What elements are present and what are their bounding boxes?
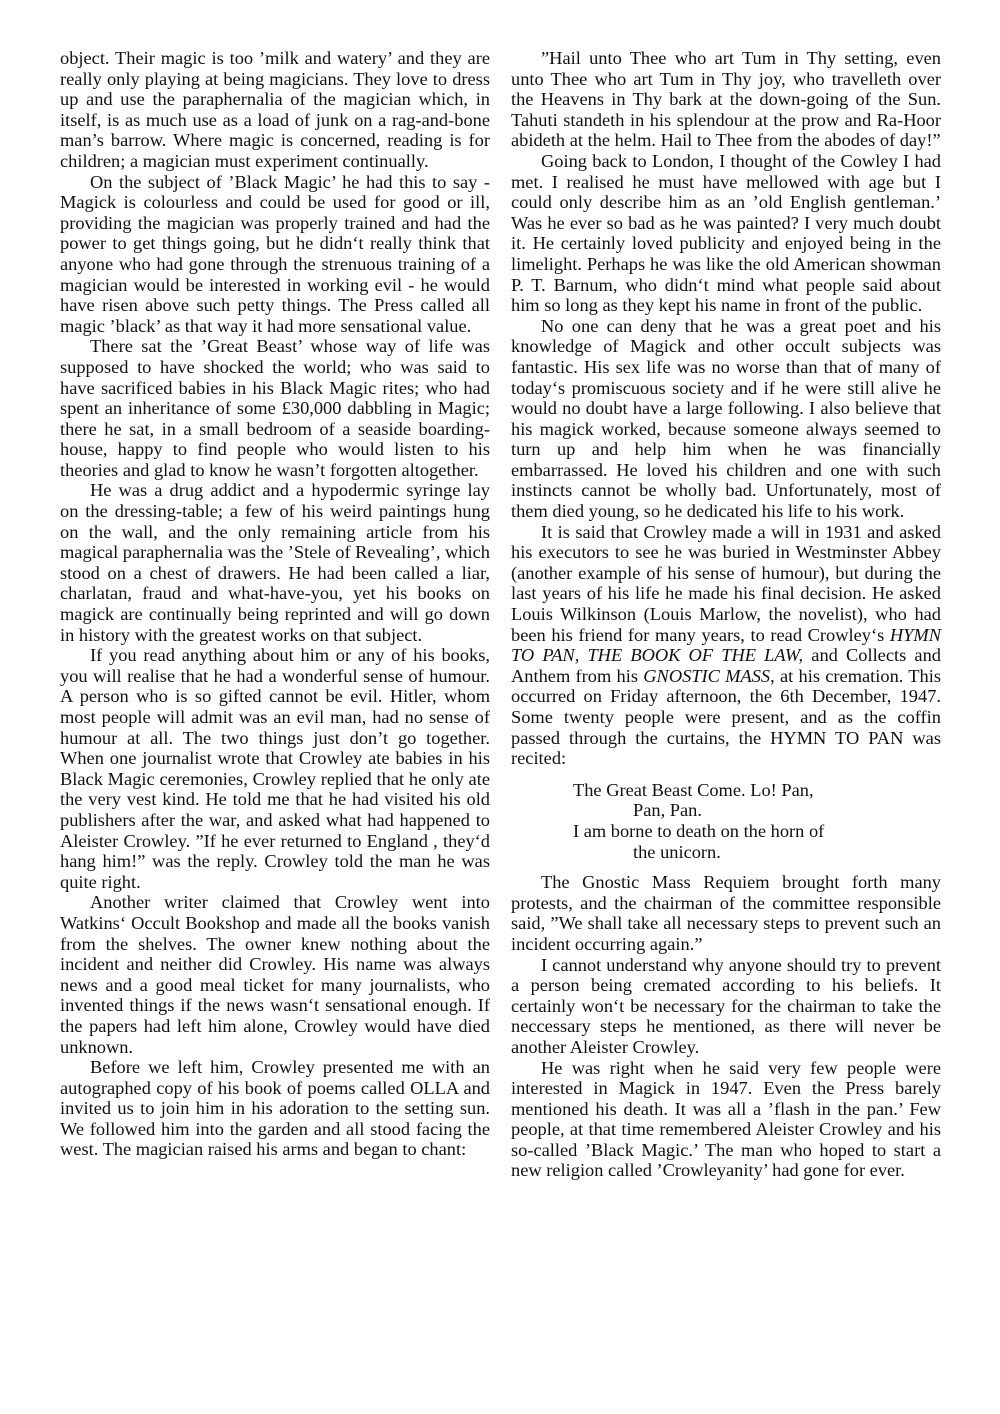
- paragraph-text: It is said that Crowley made a will in 1931 and asked his executors to see he was buried in Westminster Abbey (another example of his sense of humour), but during the last years of his life he made his final decision. He asked Louis Wilkinson (Louis Marlow, the novelist), who had been his friend for many years, to read Crowley‘s: [511, 521, 941, 645]
- verse-quote: [573, 780, 941, 862]
- paragraph: On the subject of ’Black Magic’ he had this to say - Magick is colourless and could be used for good or ill, providing the magician was properly trained and had the power to get things going, but he didn‘t really think that anyone who had gone through the strenuous training of a magician would be interested in working evil - he would have risen above such petty things. The Press called all magic ’black’ as that way it had more sensational value.: [60, 171, 490, 336]
- paragraph: The Gnostic Mass Requiem brought forth many protests, and the chairman of the committee responsible said, ”We shall take all necessary steps to prevent such an incident occurring again.”: [511, 872, 941, 954]
- verse-line: the unicorn.: [633, 841, 721, 862]
- paragraph: I cannot understand why anyone should try to prevent a person being cremated according to his beliefs. It certainly won‘t be necessary for the chairman to take the neccessary steps he mentioned, as there will never be another Aleister Crowley.: [511, 954, 941, 1057]
- verse-line: The Great Beast Come. Lo! Pan,: [573, 779, 814, 800]
- paragraph: There sat the ’Great Beast’ whose way of life was supposed to have shocked the world; who was said to have sacrificed babies in his Black Magic rites; who had spent an inheritance of some £30,000 dabbling in Magic; there he sat, in a small bedroom of a seaside boarding-house, happy to find people who would listen to his theories and glad to know he wasn’t forgotten altogether.: [60, 336, 490, 480]
- left-column: [60, 48, 490, 1160]
- verse-line: I am borne to death on the horn of: [573, 820, 825, 841]
- paragraph-text: , at his cremation. This occurred on Friday afternoon, the 6th December, 1947. Some twenty people were present, and as the coffin passed through the curtains, the HYMN TO PAN was recited:: [511, 665, 941, 769]
- paragraph: Going back to London, I thought of the Cowley I had met. I realised he must have mellowed with age but I could only describe him as an ’old English gentleman.’ Was he ever so bad as he was painted? I very much doubt it. He certainly loved publicity and enjoyed being in the limelight. Perhaps he was like the old American showman P. T. Barnum, who didn‘t mind what people said about him so long as they kept his name in front of the public.: [511, 150, 941, 316]
- paragraph-text: and Collects and Anthem from his: [511, 645, 941, 686]
- paragraph: He was right when he said very few people were interested in Magick in 1947. Even the Press barely mentioned his death. It was all a ’flash in the pan.’ Few people, at that time remembered Aleister Crowley and his so-called ’Black Magic.’ The man who hoped to start a new religion called ’Crowleyanity’ had gone for ever.: [511, 1057, 941, 1181]
- chant-quote: ”Hail unto Thee who art Tum in Thy setting, even unto Thee who art Tum in Thy joy, who travelleth over the Heavens in Thy bark at the down-going of the Sun. Tahuti standeth in his splendour at the prow and Ra-Hoor abideth at the helm. Hail to Thee from the abodes of day!”: [511, 48, 941, 151]
- paragraph: He was a drug addict and a hypodermic syringe lay on the dressing-table; a few of his weird paintings hung on the wall, and the only remaining article from his magical paraphernalia was the ’Stele of Revealing’, which stood on a chest of drawers. He had been called a liar, charlatan, fraud and what-have-you, yet his books on magick are continually being reprinted and will go down in history with the greatest works on that subject.: [60, 480, 490, 645]
- verse-line: Pan, Pan.: [633, 800, 702, 821]
- paragraph: Another writer claimed that Crowley went into Watkins‘ Occult Bookshop and made all the books vanish from the shelves. The owner knew nothing about the incident and neither did Crowley. His name was always news and a good meal ticket for many journalists, who invented things if the news wasn‘t sensational enough. If the papers had left him alone, Crowley would have died unknown.: [60, 892, 490, 1057]
- paragraph: If you read anything about him or any of his books, you will realise that he had a wonderful sense of humour. A person who is so gifted cannot be evil. Hitler, whom most people will admit was an evil man, had no sense of humour at all. The two things just don’t go together. When one journalist wrote that Crowley ate babies in his Black Magic ceremonies, Crowley replied that he only ate the very vest kind. He told me that he had visited his old publishers after the war, and asked what had happened to Aleister Crowley. ”If he ever returned to England , they‘d hang him!” was the reply. Crowley told the man he was quite right.: [60, 645, 490, 892]
- paragraph: No one can deny that he was a great poet and his knowledge of Magick and other occult subjects was fantastic. His sex life was no worse than that of many of today‘s promiscuous society and if he were still alive he would no doubt have a large following. I also believe that his magick worked, because someone always seemed to turn up and help him when he was financially embarrassed. He loved his children and one with such instincts cannot be wholly bad. Unfortunately, most of them died young, so he dedicated his life to his work.: [511, 315, 941, 522]
- paragraph: [511, 522, 941, 769]
- paragraph: Before we left him, Crowley presented me with an autographed copy of his book of poems called OLLA and invited us to join him in his adoration to the setting sun. We followed him into the garden and all stood facing the west. The magician raised his arms and began to chant:: [60, 1057, 490, 1160]
- paragraph: object. Their magic is too ’milk and watery’ and they are really only playing at being magicians. They love to dress up and use the paraphernalia of the magician which, in itself, is as much use as a load of junk on a rag-and-bone man’s barrow. Where magic is concerned, reading is for children; a magician must experiment continually.: [60, 48, 490, 171]
- book-title: HYMN TO PAN, THE BOOK OF THE LAW,: [511, 624, 941, 666]
- right-column: [511, 48, 941, 1181]
- book-title: GNOSTIC MASS: [643, 665, 771, 686]
